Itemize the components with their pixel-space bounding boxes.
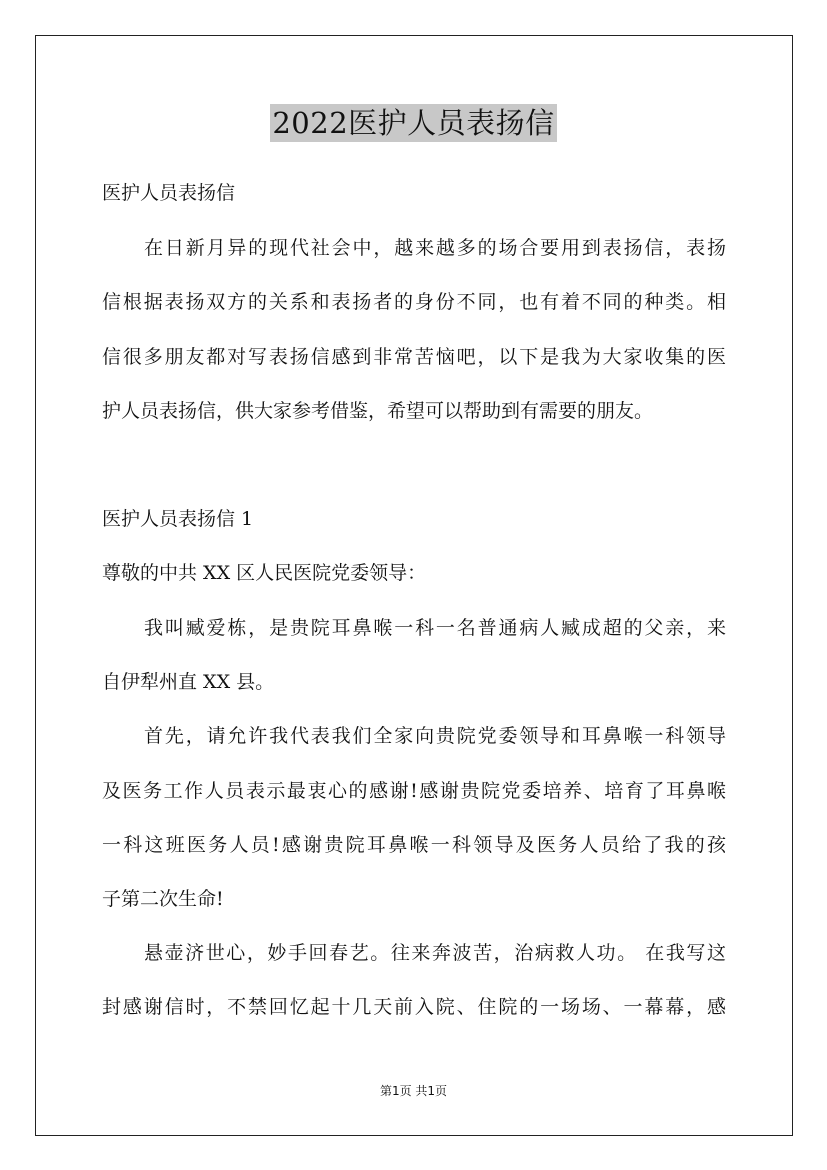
title-container: [0, 104, 827, 142]
page-footer: [0, 1083, 827, 1099]
paragraph-line: 子第二次生命!: [102, 888, 224, 910]
paragraph-line: 信根据表扬双方的关系和表扬者的身份不同，也有着不同的种类。相: [102, 291, 726, 313]
section-heading: 医护人员表扬信: [102, 182, 236, 204]
salutation-line: 尊敬的中共 XX 区人民医院党委领导：: [102, 562, 427, 584]
paragraph-line: 护人员表扬信，供大家参考借鉴，希望可以帮助到有需要的朋友。: [102, 400, 654, 422]
paragraph-line: 我叫臧爱栋，是贵院耳鼻喉一科一名普通病人臧成超的父亲，来: [144, 617, 726, 639]
document-title: 2022医护人员表扬信: [272, 106, 555, 140]
paragraph-line: 一科这班医务人员!感谢贵院耳鼻喉一科领导及医务人员给了我的孩: [102, 834, 726, 856]
paragraph-line: 封感谢信时，不禁回忆起十几天前入院、住院的一场场、一幕幕，感: [102, 996, 726, 1018]
paragraph-line: 信很多朋友都对写表扬信感到非常苦恼吧，以下是我为大家收集的医: [102, 346, 726, 368]
paragraph-line: 在日新月异的现代社会中，越来越多的场合要用到表扬信，表扬: [144, 237, 726, 259]
paragraph-line: 及医务工作人员表示最衷心的感谢!感谢贵院党委培养、培育了耳鼻喉: [102, 780, 726, 802]
paragraph-line: 自伊犁州直 XX 县。: [102, 671, 275, 693]
page-number-label: 第1页 共1页: [379, 1084, 448, 1098]
paragraph-line: 悬壶济世心，妙手回春艺。往来奔波苦，治病救人功。 在我写这: [144, 942, 726, 964]
section-heading: 医护人员表扬信 1: [102, 508, 254, 530]
paragraph-line: 首先，请允许我代表我们全家向贵院党委领导和耳鼻喉一科领导: [144, 725, 726, 747]
